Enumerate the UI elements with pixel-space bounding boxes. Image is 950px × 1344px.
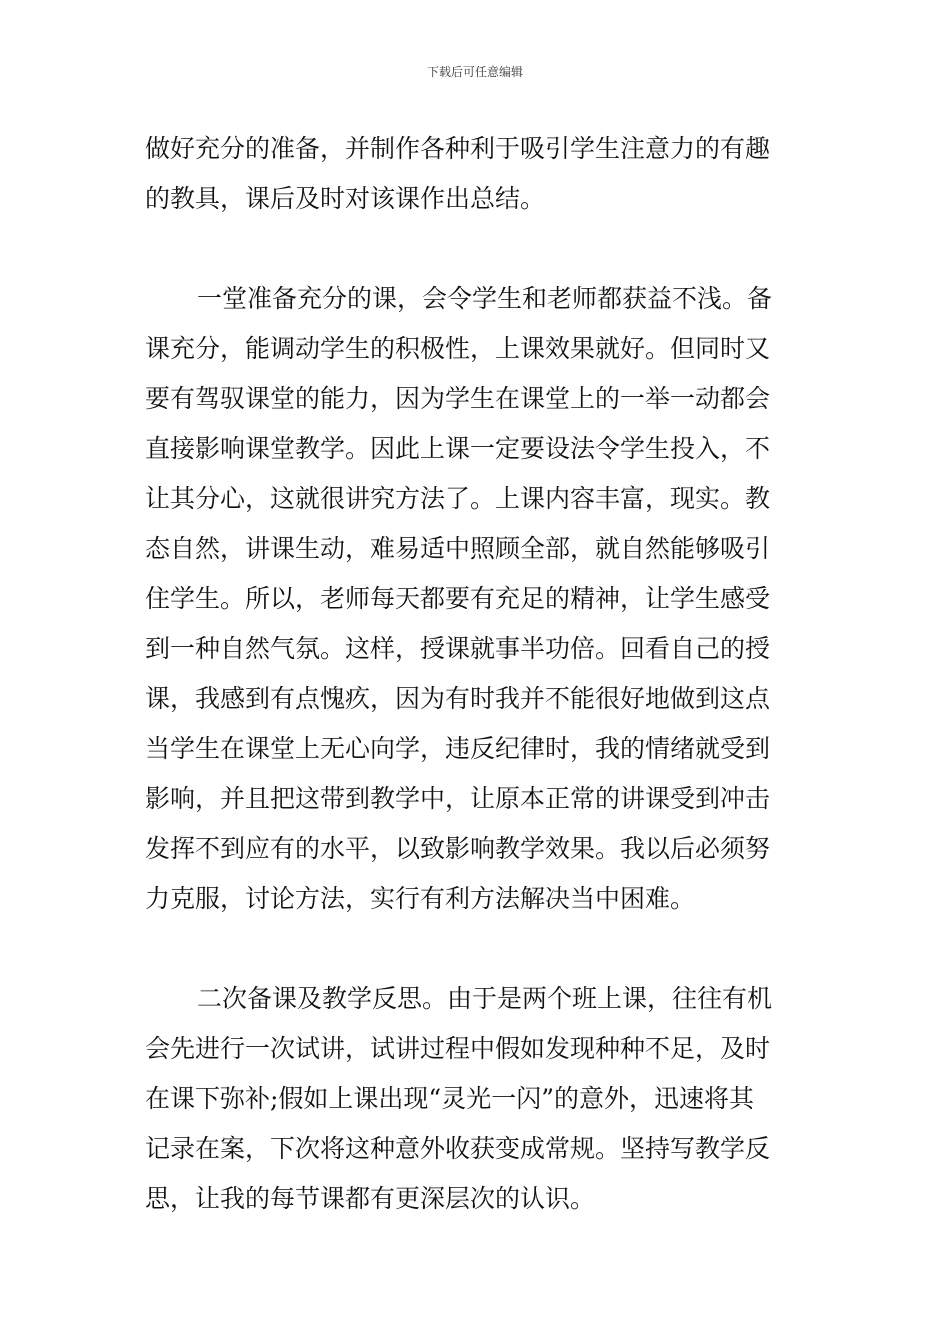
text-line: 态自然，讲课生动，难易适中照顾全部，就自然能够吸引: [145, 534, 771, 563]
text-line: 直接影响课堂教学。因此上课一定要设法令学生投入，不: [145, 434, 771, 463]
text-line: 在课下弥补;假如上课出现“灵光一闪”的意外，迅速将其: [145, 1084, 754, 1113]
text-line: 记录在案，下次将这种意外收获变成常规。坚持写教学反: [145, 1134, 771, 1163]
paragraph-1: [145, 124, 811, 224]
text-line: 的教具，课后及时对该课作出总结。: [145, 184, 546, 213]
text-line: 力克服，讨论方法，实行有利方法解决当中困难。: [145, 884, 696, 913]
text-line: 一堂准备充分的课，会令学生和老师都获益不浅。备: [197, 284, 773, 313]
document-body: [145, 124, 811, 1224]
text-line: 课充分，能调动学生的积极性，上课效果就好。但同时又: [145, 334, 771, 363]
text-line: 二次备课及教学反思。由于是两个班上课，往往有机: [197, 984, 773, 1013]
text-line: 思，让我的每节课都有更深层次的认识。: [145, 1184, 596, 1213]
paragraph-gap: [145, 924, 811, 974]
text-line: 课，我感到有点愧疚，因为有时我并不能很好地做到这点: [145, 684, 771, 713]
paragraph-gap: [145, 224, 811, 274]
paragraph-3: [145, 974, 811, 1224]
text-line: 让其分心，这就很讲究方法了。上课内容丰富，现实。教: [145, 484, 771, 513]
text-line: 到一种自然气氛。这样，授课就事半功倍。回看自己的授: [145, 634, 771, 663]
text-line: 做好充分的准备，并制作各种利于吸引学生注意力的有趣: [145, 134, 771, 163]
text-line: 当学生在课堂上无心向学，违反纪律时，我的情绪就受到: [145, 734, 771, 763]
text-line: 住学生。所以，老师每天都要有充足的精神，让学生感受: [145, 584, 771, 613]
text-line: 发挥不到应有的水平，以致影响教学效果。我以后必须努: [145, 834, 771, 863]
paragraph-2: [145, 274, 811, 924]
text-line: 影响，并且把这带到教学中，让原本正常的讲课受到冲击: [145, 784, 771, 813]
text-line: 要有驾驭课堂的能力，因为学生在课堂上的一举一动都会: [145, 384, 771, 413]
text-line: 会先进行一次试讲，试讲过程中假如发现种种不足，及时: [145, 1034, 771, 1063]
page-header: 下载后可任意编辑: [426, 65, 523, 79]
